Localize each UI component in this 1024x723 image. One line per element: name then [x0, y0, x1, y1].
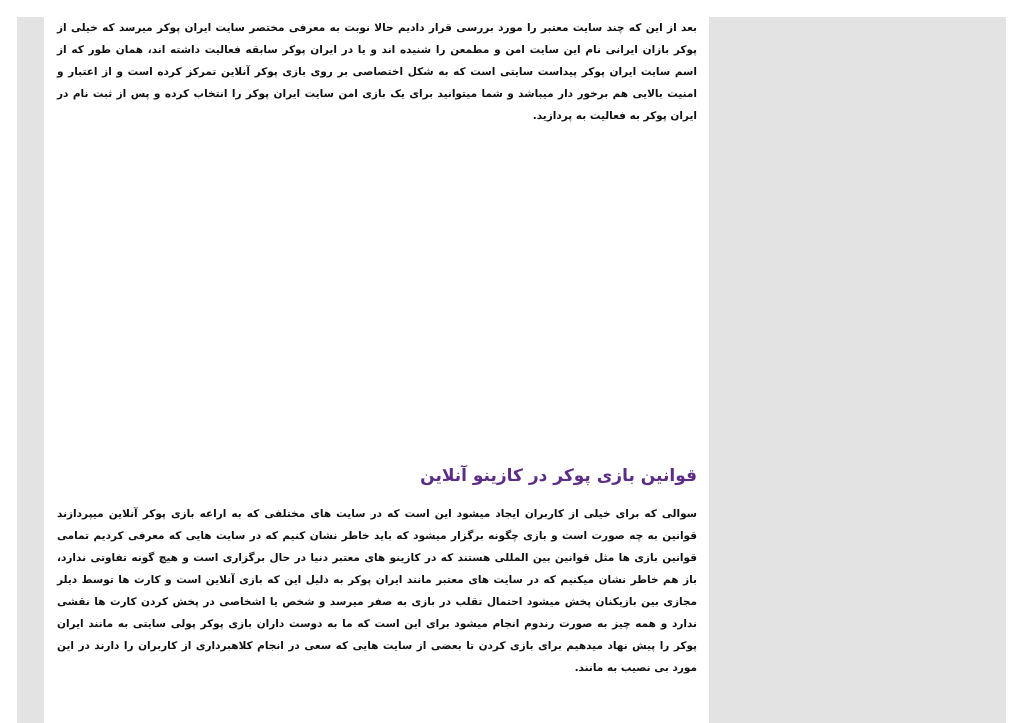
intro-paragraph: بعد از این که چند سایت معتبر را مورد بررسی قرار دادیم حالا نوبت به معرفی مختصر سایت ایران پوکر میرسد که خیلی از پوکر بازان ایرانی نام این سایت امن و مطمعن را شنیده اند و یا در ایران پوکر سابقه فعالیت داشته اند، همان طور که از اسم سایت ایران پوکر پیداست سایتی است که به شکل اختصاصی بر روی بازی پوکر آنلاین تمرکز کرده است و از اعتبار و امنیت بالایی هم برخور دار میباشد و شما میتوانید برای یک بازی امن سایت ایران پوکر را انتخاب کرده و پس از ثبت نام در ایران پوکر به فعالیت به پردازید. [57, 22, 697, 122]
rules-paragraph: سوالی که برای خیلی از کاربران ایجاد میشود این است که در سایت های مختلفی که به اراعه بازی پوکر آنلاین میپردازند قوانین به چه صورت است و بازی چگونه برگزار میشود که باید خاطر نشان کنیم که در سایت هایی که معرفی کردیم تمامی قوانین بازی ها مثل قوانین بین المللی هستند که در کازینو های معتبر دنیا در حال برگزاری است و هیچ گونه تفاوتی ندارد، باز هم خاطر نشان میکنیم که در سایت های معتبر مانند ایران پوکر به دلیل این که بازی آنلاین است و کارت ها توسط دیلر مجازی بین بازیکنان پخش میشود احتمال تقلب در بازی به صفر میرسد و شخص یا اشخاصی در پخش کردن کارت ها نقشی ندارد و همه چیز به صورت رندوم انجام میشود برای این است که ما به دوست داران بازی پوکر پولی سایتی به مانند ایران پوکر را پیش نهاد میدهیم برای بازی کردن تا بعضی از سایت هایی که سعی در انجام کلاهبرداری از کاربران را دارند در این مورد بی نصیب به مانند. [57, 508, 697, 674]
left-gutter [17, 17, 44, 723]
section-heading: قوانین بازی پوکر در کازینو آنلاین [420, 466, 697, 486]
right-sidebar [709, 17, 1006, 723]
article-content [44, 17, 709, 723]
